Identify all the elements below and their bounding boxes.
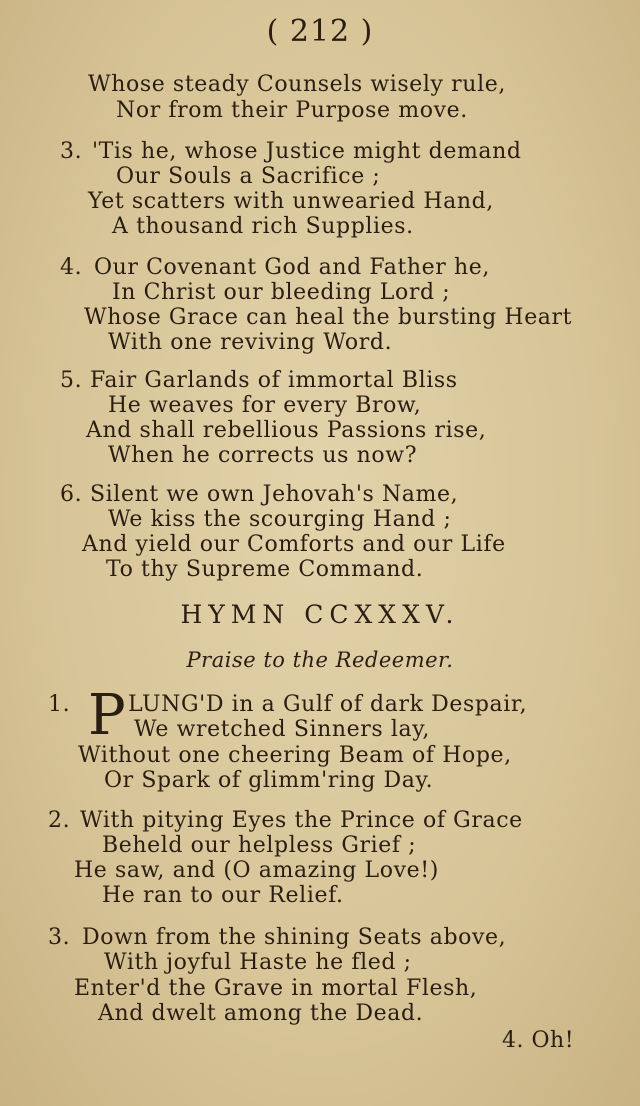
- verse-number: 3.: [48, 925, 71, 950]
- verse-number: 2.: [48, 808, 71, 833]
- verse-line: Beheld our helpless Grief ;: [102, 833, 417, 858]
- verse-line: Nor from their Purpose move.: [116, 98, 468, 123]
- page-number: ( 212 ): [266, 14, 374, 49]
- verse-line: A thousand rich Supplies.: [112, 214, 414, 239]
- verse-line: Whose Grace can heal the bursting Heart: [84, 305, 573, 330]
- hymn-subtitle: Praise to the Redeemer.: [186, 648, 454, 672]
- verse-line: Without one cheering Beam of Hope,: [78, 743, 512, 768]
- verse-line: We kiss the scourging Hand ;: [108, 507, 452, 532]
- verse-line: Our Souls a Sacrifice ;: [116, 164, 381, 189]
- verse-line: With joyful Haste he fled ;: [104, 950, 412, 975]
- verse-number: 5.: [60, 368, 83, 393]
- verse-line: Our Covenant God and Father he,: [94, 255, 490, 280]
- verse-line: He ran to our Relief.: [102, 883, 344, 908]
- verse-number: 6.: [60, 482, 83, 507]
- verse-line: And shall rebellious Passions rise,: [86, 418, 487, 443]
- verse-line: With one reviving Word.: [108, 330, 393, 355]
- verse-line: To thy Supreme Command.: [106, 557, 424, 582]
- verse-line: Down from the shining Seats above,: [82, 925, 507, 950]
- verse-line: Whose steady Counsels wisely rule,: [88, 72, 506, 97]
- verse-line: 'Tis he, whose Justice might demand: [92, 139, 522, 164]
- verse-line: He weaves for every Brow,: [108, 393, 422, 418]
- verse-number: 1.: [48, 692, 71, 717]
- verse-line: Silent we own Jehovah's Name,: [90, 482, 459, 507]
- hymn-title: HYMN CCXXXV.: [180, 600, 460, 629]
- verse-line: We wretched Sinners lay,: [134, 717, 430, 742]
- verse-line: When he corrects us now?: [108, 443, 418, 468]
- verse-line: He saw, and (O amazing Love!): [74, 858, 439, 883]
- catchword: 4. Oh!: [502, 1028, 575, 1053]
- verse-line: Enter'd the Grave in mortal Flesh,: [74, 976, 478, 1001]
- verse-number: 3.: [60, 139, 83, 164]
- verse-line: And dwelt among the Dead.: [98, 1001, 424, 1026]
- verse-number: 4.: [60, 255, 83, 280]
- verse-line: And yield our Comforts and our Life: [82, 532, 506, 557]
- verse-line: Fair Garlands of immortal Bliss: [90, 368, 458, 393]
- verse-line: LUNG'D in a Gulf of dark Despair,: [128, 692, 528, 717]
- verse-line: Or Spark of glimm'ring Day.: [104, 768, 434, 793]
- verse-line: Yet scatters with unwearied Hand,: [88, 189, 494, 214]
- drop-cap: P: [88, 683, 126, 748]
- verse-line: With pitying Eyes the Prince of Grace: [80, 808, 523, 833]
- verse-line: In Christ our bleeding Lord ;: [112, 280, 451, 305]
